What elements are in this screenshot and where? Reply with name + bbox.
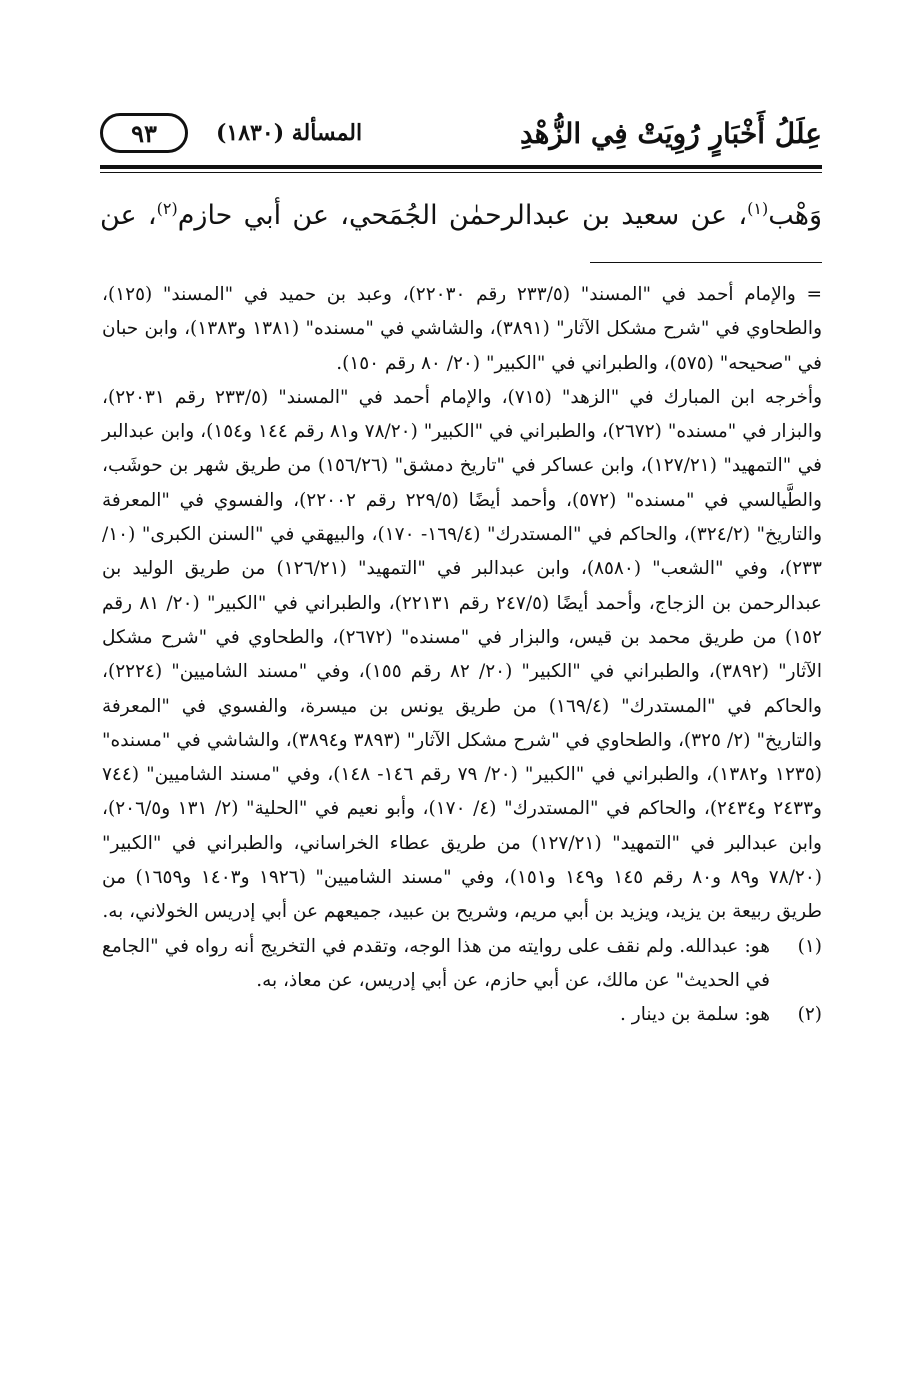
issue-number: المسألة (١٨٣٠) [216, 120, 363, 146]
footnote-2-text: هو: سلمة بن دينار . [620, 1004, 770, 1026]
running-header [100, 108, 822, 158]
footnote-1 [102, 930, 822, 999]
footnote-1-mark: (١) [797, 935, 822, 957]
footnote-divider [590, 262, 822, 263]
header-rule-thick [100, 165, 822, 169]
footnote-1-text: هو: عبدالله. ولم نقف على روايته من هذا الوجه، وتقدم في التخريج أنه رواه في "الجامع في الحديث" عن مالك، عن أبي حازم، عن أبي إدريس، عن معاذ، به. [102, 935, 770, 991]
main-text-part1: وَهْب [768, 200, 822, 231]
footnote-continued-paragraph-1: = والإمام أحمد في "المسند" (٢٣٣/٥ رقم ٢٢٠٣٠)، وعبد بن حميد في "المسند" (١٢٥)، والطحاوي في "شرح مشكل الآثار" (٣٨٩١)، والشاشي في "مسنده" (١٣٨١ و١٣٨٣)، وابن حبان في "صحيحه" (٥٧٥)، والطبراني في "الكبير" (٢٠/ ٨٠ رقم ١٥٠). [102, 284, 823, 374]
main-text-part3: ، عن [100, 200, 157, 231]
page-number-badge: ٩٣ [100, 113, 188, 153]
main-text-line [100, 192, 822, 240]
header-rule-thin [100, 172, 822, 173]
footnote-ref-1: (١) [747, 199, 769, 218]
footnote-continued-paragraph-2: وأخرجه ابن المبارك في "الزهد" (٧١٥)، والإمام أحمد في "المسند" (٢٣٣/٥ رقم ٢٢٠٣١)، والبزار في "مسنده" (٢٦٧٢)، والطبراني في "الكبير" (٧٨/٢٠ و٨١ رقم ١٤٤ و١٥٤)، وابن عبدالبر في "التمهيد" (١٢٧/٢١)، وابن عساكر في "تاريخ دمشق" (١٥٦/٢٦) من طريق شهر بن حوشَب، والطَّيالسي في "مسنده" (٥٧٢)، وأحمد أيضًا (٢٢٩/٥ رقم ٢٢٠٠٢)، والفسوي في "المعرفة والتاريخ" (٣٢٤/٢)، والحاكم في "المستدرك" (١٦٩/٤- ١٧٠)، والبيهقي في "السنن الكبرى" (١٠/ ٢٣٣)، وفي "الشعب" (٨٥٨٠)، وابن عبدالبر في "التمهيد" (١٢٦/٢١) من طريق الوليد بن عبدالرحمن بن الزجاج، وأحمد أيضًا (٢٤٧/٥ رقم ٢٢١٣١)، والطبراني في "الكبير" (٢٠/ ٨١ رقم ١٥٢) من طريق محمد بن قيس، والبزار في "مسنده" (٢٦٧٢)، والطحاوي في "شرح مشكل الآثار" (٣٨٩٢)، والطبراني في "الكبير" (٢٠/ ٨٢ رقم ١٥٥)، وفي "مسند الشاميين" (٢٢٢٤)، والحاكم في "المستدرك" (١٦٩/٤) من طريق يونس بن ميسرة، والفسوي في "المعرفة والتاريخ" (٢/ ٣٢٥)، والطحاوي في "شرح مشكل الآثار" (٣٨٩٣ و٣٨٩٤)، والشاشي في "مسنده" (١٢٣٥ و١٣٨٢)، والطبراني في "الكبير" (٢٠/ ٧٩ رقم ١٤٦- ١٤٨)، وفي "مسند الشاميين" (٧٤٤ و٢٤٣٣ و٢٤٣٤)، والحاكم في "المستدرك" (٤/ ١٧٠)، وأبو نعيم في "الحلية" (٢/ ١٣١ و٢٠٦/٥)، وابن عبدالبر في "التمهيد" (١٢٧/٢١) من طريق عطاء الخراساني، والطبراني في "الكبير" (٧٨/٢٠ و٨٩ و٨٠ رقم ١٤٥ و١٤٩ و١٥١)، وفي "مسند الشاميين" (١٩٢٦ و١٤٠٣ و١٦٥٩) من طريق ربيعة بن يزيد، ويزيد بن أبي مريم، وشريح بن عبيد، جميعهم عن أبي إدريس الخولاني، به. [102, 386, 823, 923]
footnote-2-mark: (٢) [797, 1004, 822, 1026]
main-text-part2: ، عن سعيد بن عبدالرحمٰن الجُمَحي، عن أبي حازم [177, 200, 748, 231]
footnotes [102, 278, 822, 1033]
footnote-ref-2: (٢) [156, 199, 178, 218]
footnote-2 [102, 998, 822, 1032]
book-title: عِلَلُ أَخْبَارٍ رُوِيَتْ فِي الزُّهْدِ [519, 116, 822, 150]
